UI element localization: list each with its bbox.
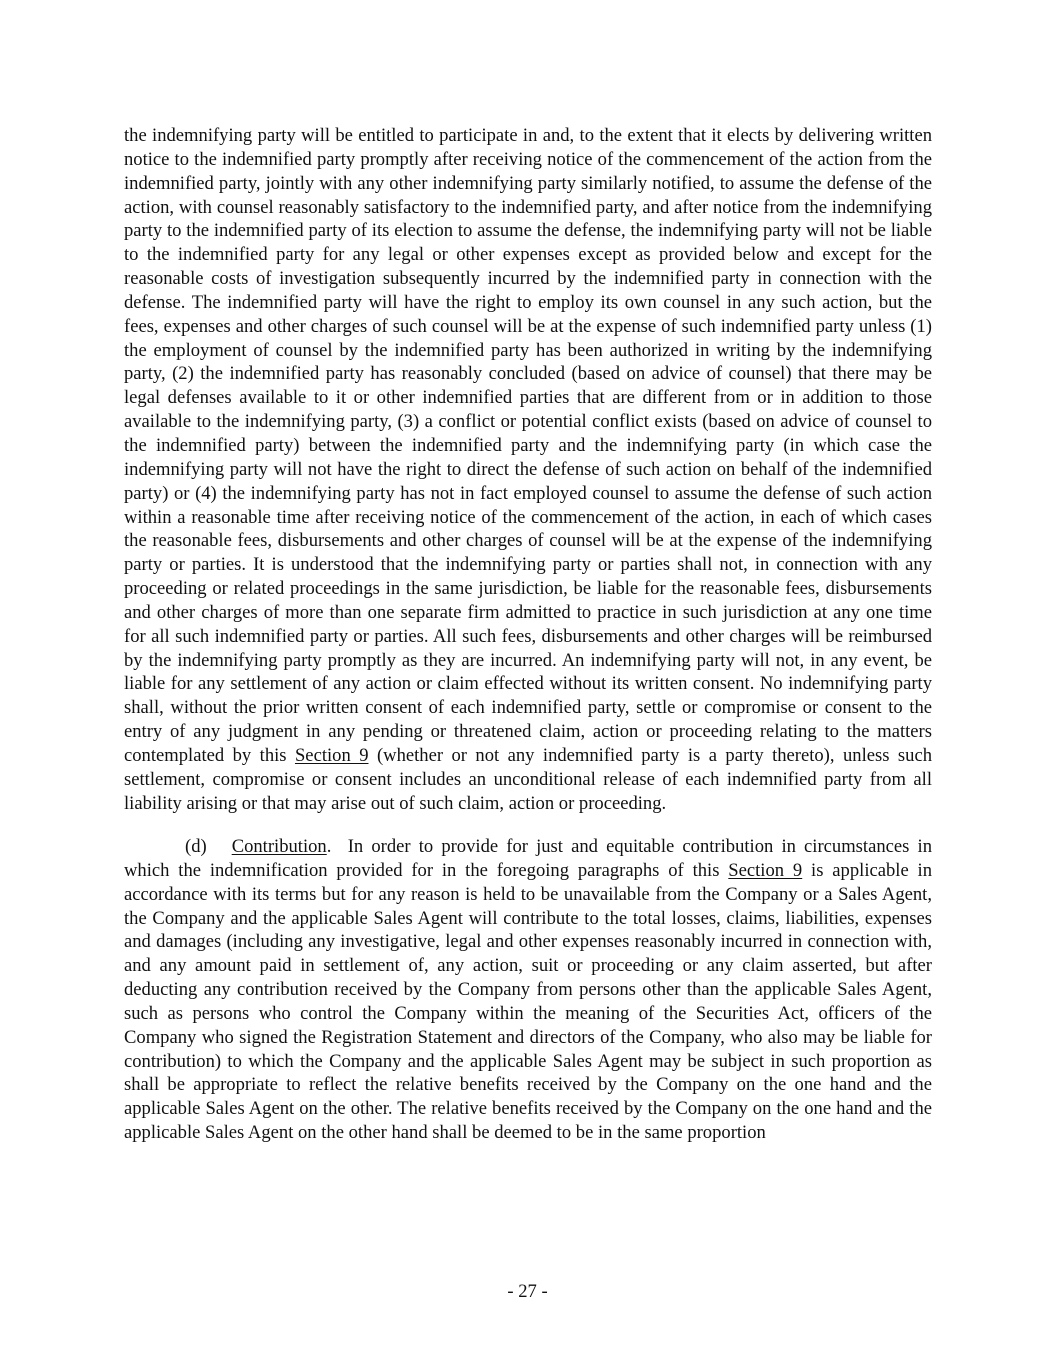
section-9-reference: Section 9 bbox=[294, 744, 369, 766]
paragraph-d-lead-text: In order to provide for just and equitable contribution in circumstances in which the indemnification provided for in the foregoing paragraphs of this bbox=[124, 835, 937, 881]
paragraph-d bbox=[124, 835, 937, 1145]
contribution-heading: Contribution bbox=[231, 835, 327, 857]
page-number: - 27 - bbox=[507, 1281, 548, 1302]
section-9-reference: Section 9 bbox=[728, 859, 803, 881]
paragraph-d-body-text: is applicable in accordance with its terms but for any reason is held to be unavailable from the Company or a Sales Agent, the Company and the applicable Sales Agent will contribute to the total losses, claims, liabilities, expenses and damages (including any investigative, legal and other expenses reasonably incurred in connection with, and any amount paid in settlement of, any action, suit or proceeding or any claim asserted, but after deducting any contribution received by the Company from persons other than the applicable Sales Agent, such as persons who control the Company within the meaning of the Securities Act, officers of the Company who signed the Registration Statement and directors of the Company, who also may be liable for contribution) to which the Company and the applicable Sales Agent may be subject in such proportion as shall be appropriate to reflect the relative benefits received by the Company on the one hand and the applicable Sales Agent on the other. The relative benefits received by the Company on the one hand and the applicable Sales Agent on the other hand shall be deemed to be in the same proportion bbox=[124, 859, 933, 1144]
body-text bbox=[124, 124, 937, 1145]
paragraph-c-continuation bbox=[124, 124, 932, 815]
heading-punctuation: . bbox=[326, 835, 332, 857]
paragraph-c-text-before-ref: the indemnifying party will be entitled to participate in and, to the extent that it elects by delivering written notice to the indemnified party promptly after receiving notice of the commencement of the action from the indemnified party, jointly with any other indemnifying party similarly notified, to assume the defense of the action, with counsel reasonably satisfactory to the indemnified party, and after notice from the indemnifying party to the indemnified party of its election to assume the defense, the indemnifying party will not be liable to the indemnified party for any legal or other expenses except as provided below and except for the reasonable costs of investigation subsequently incurred by the indemnified party in connection with the defense. The indemnified party will have the right to employ its own counsel in any such action, but the fees, expenses and other charges of such counsel will be at the expense of such indemnified party unless (1) the employment of counsel by the indemnified party has been authorized in writing by the indemnifying party, (2) the indemnified party has reasonably concluded (based on advice of counsel) that there may be legal defenses available to it or other indemnified parties that are different from or in addition to those available to the indemnifying party, (3) a conflict or potential conflict exists (based on advice of counsel to the indemnified party) between the indemnified party and the indemnifying party (in which case the indemnifying party will not have the right to direct the defense of such action on behalf of the indemnified party) or (4) the indemnifying party has not in fact employed counsel to assume the defense of such action within a reasonable time after receiving notice of the commencement of the action, in each of which cases the reasonable fees, disbursements and other charges of counsel will be at the expense of the indemnifying party or parties. It is understood that the indemnifying party or parties shall not, in connection with any proceeding or related proceedings in the same jurisdiction, be liable for the reasonable fees, disbursements and other charges of more than one separate firm admitted to practice in such jurisdiction at any one time for all such indemnified party or parties. All such fees, disbursements and other charges will be reimbursed by the indemnifying party promptly as they are incurred. An indemnifying party will not, in any event, be liable for any settlement of any action or claim effected without its written consent. No indemnifying party shall, without the prior written consent of each indemnified party, settle or compromise or consent to the entry of any judgment in any pending or threatened claim, action or proceeding relating to the matters contemplated by this bbox=[124, 125, 932, 766]
paragraph-c-text-after-ref: (whether or not any indemnified party is a party thereto), unless such settlement, compromise or consent includes an unconditional release of each indemnified party from all liability arising or that may arise out of such claim, action or proceeding. bbox=[124, 744, 932, 814]
paragraph-d-label: (d) bbox=[185, 835, 207, 857]
